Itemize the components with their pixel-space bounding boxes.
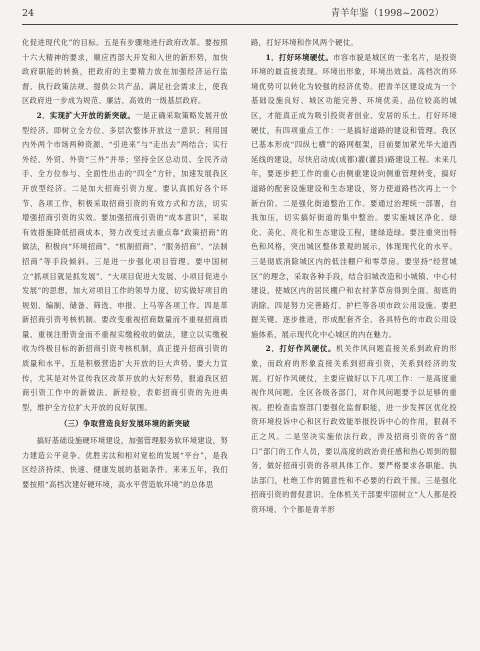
item-heading: 2．实现扩大开放的新突破。 [36, 110, 136, 120]
paragraph [251, 51, 457, 343]
book-title: 青羊年鉴（1998~2002） [330, 8, 444, 19]
paragraph: 化促进现代化”的目标。五是有步骤地进行政府改革。要按照十六大精神的要求，顺应西部大开发和入世的新形势，加快政府职能的转换，把政府的主要精力放在加强经济运行监督、执行政策法规、提供公共产品、满足社会需求上，使我区政府进一步成为规范、廉洁、高效的一级基层政府。 [22, 38, 228, 106]
section-title: （三）争取营造良好发展环境的新突破 [60, 419, 190, 429]
left-column [22, 36, 228, 644]
item-heading: 1．打好环境硬仗。 [265, 52, 334, 62]
page-number: 24 [22, 8, 35, 19]
paragraph [251, 342, 457, 517]
paragraph-body: 一是正确采取策略发展开放型经济。即树立全方位、多层次整体开放这一意识；利用国内外两个市场两种资源、“引进来”与“走出去”两结合；实行外经、外贸、外资“三外”并举；坚持全区总动员、全民齐动手、全方位参与、全面性出击的“四全”方针，加速发展我区开放型经济。二是加大招商引资力度。要认真抓好各个环节、各项工作，积极采取招商引资的有效方式和方法，切实增强招商引资的实效。要加强招商引资的“成本意识”，采取有效措施降低招商成本，努力改变过去重点靠“政策招商”的做法，积极向“环境招商”、“机制招商”、“服务招商”、“法制招商”等手段倾斜。三是进一步强化项目管理。要中国树立“抓项目就是抓发展”、“大项目促进大发展、小项目促进小发展”的思想，加大对项目工作的领导力度，切实做好项目的规划、编制、储备、筛选、申报、上马等各项工作。四是革新招商引资考核机制。要改变重视招商数量而不重视招商质量、重视注册资金而不重视实缴税收的做法，建立以实缴税收为终极目标的新招商引资考核机制，真正提升招商引资的质量和水平。五是积极营造扩大开放的巨大声势。要大力宣传，尤其是对外宣传我区改革开放的大好形势，报道我区招商引资工作中的新做法、新经验，表彰招商引资的先进典型，维护全方位扩大开放的良好氛围。 [22, 110, 228, 412]
right-column [251, 36, 457, 644]
item-heading: 2．打好作风硬仗。 [265, 344, 337, 354]
running-header [22, 4, 458, 25]
paragraph [22, 109, 228, 415]
paragraph-body: 市容市貌是城区的一张名片，是投资环境的最直接表现。环境出形象，环境出效益。高档次的环境优势可以转化为较强的经济优势。把青羊区建设成为一个基础设施良好、城区功能完善、环境优美、品位较高的城区，才能真正成为吸引投资者创业、安居的乐土。打好环境硬仗，有四项重点工作：一是搞好道路的建设和管理。我区已基本形成“四纵七横”的路网框架，目前要加紧光华大道西延线的建设，尽快启动成(成都)灌(灌县)路建设工程。未来几年，要逐步把工作的重心由侧重建设向侧重管理转变，搞好道路的配套设施建设和生态建设，努力使道路档次再上一个新台阶。二是强化街道整治工作。要通过治理统一部署，自我加压，切实搞好街道的集中整治。要实施城区净化、绿化、美化、亮化和生态建设工程，建绿造绿。要注重突出特色和风格，突出城区整体景观的展示，体现现代化的水平。三是彻底消除城区内的低洼棚户和零草房。要坚持“经营城区”的理念，采取各种手段，结合旧城改造和小城镇、中心村建设，使城区内的居民棚户和农村茅草房得到全面、彻底的消除。四是努力完善路灯、护栏等各项市政公用设施。要把握关键、逐步推进，形成配套齐全、各具特色的市政公用设施体系，展示现代化中心城区的内在魅力。 [251, 52, 457, 339]
paragraph-body: 机关作风问题直接关系到政府的形象，而政府的形象直接关系到招商引资，关系到经济的发展。打好作风硬仗，主要应做好以下几项工作：一是高度重视作风问题。全区各级各部门，对作风问题要予以足够的重视。把检查监察部门要强化监督职能，进一步发挥区优化投资环境投诉中心和区行政效能举报投诉中心的作用，狠刹不正之风。二是坚决实施依法行政，涉及招商引资的各“窗口”部门的工作人员，要以高度的政治责任感和热心周到的服务，做好招商引资的各项具体工作。要严格要求各职能、执法部门，杜绝工作的随意性和不必要的行政干预。三是强化招商引资的督促意识。全体机关干部要牢固树立“人人都是投资环境、个个都是青羊形 [251, 344, 457, 514]
paragraph: 路，打好环境和作风两个硬仗。 [251, 38, 359, 47]
paragraph: 搞好基础设施硬环境建设，加强管理服务软环境建设，努力建造公平竞争、优胜劣汰和相对宽松的发展“平台”，是我区经济持续、快速、健康发展的基础条件。来来五年，我们要按照“高档次建好硬环境，高水平营造软环境”的总体思 [22, 436, 228, 489]
